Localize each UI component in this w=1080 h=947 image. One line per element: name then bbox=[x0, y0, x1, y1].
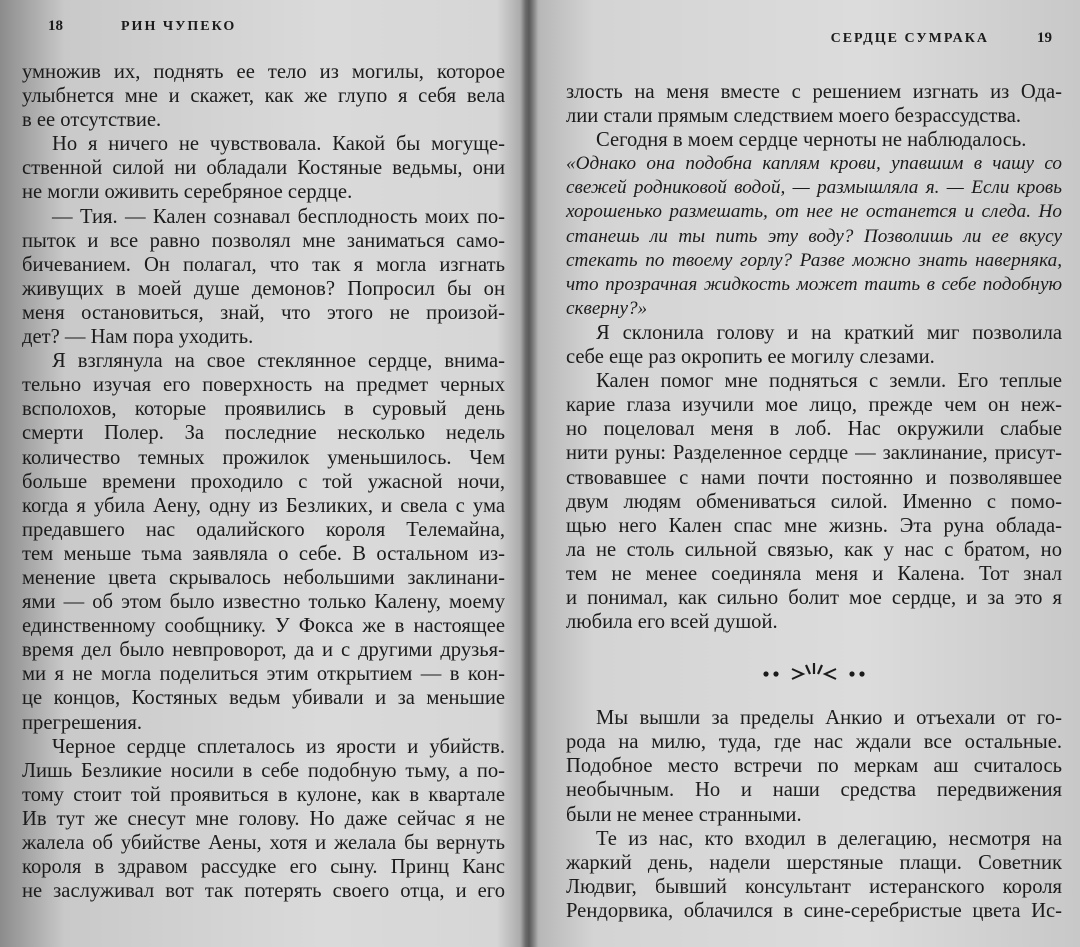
text-line: щью него Кален спас мне жизнь. Эта руна облада- bbox=[566, 514, 1062, 537]
text-line: Людвиг, бывший консультант истеранского короля bbox=[566, 875, 1062, 898]
right-page-number: 19 bbox=[1037, 30, 1052, 46]
text-line: умножив их, поднять ее тело из могилы, которое bbox=[22, 61, 505, 83]
text-line: больше времени проходило с той ужасной ночи, bbox=[22, 470, 505, 493]
text-line: ями — об этом было известно только Калену, моему bbox=[22, 591, 505, 614]
text-line: жаркий день, надели шерстяные плащи. Советник bbox=[566, 851, 1062, 874]
text-line: необычным. Но и наши средства передвижения bbox=[566, 779, 1062, 802]
left-page-number: 18 bbox=[48, 18, 63, 34]
text-line: Ив тут же снесут мне голову. Но даже сейчас я не bbox=[22, 807, 505, 830]
text-line: количество темных прожилок уменьшилось. Чем bbox=[22, 446, 505, 469]
text-line: ми я не могла поделиться этим открытием — в кон- bbox=[22, 663, 505, 686]
text-line: ствовавшее с нами почти постоянно и позволявшее bbox=[566, 466, 1062, 489]
text-line: Но я ничего не чувствовала. Какой бы могуще- bbox=[52, 133, 505, 156]
text-line: в ее отсутствие. bbox=[22, 109, 162, 132]
text-line: хорошенько размешать, от нее не останется и следа. Но bbox=[566, 201, 1062, 223]
text-line: короля в здравом рассудке его сыну. Принц Канс bbox=[22, 856, 505, 879]
text-line: Сегодня в моем сердце черноты не наблюдалось. bbox=[596, 129, 1027, 152]
text-line: любила его всей душой. bbox=[566, 611, 778, 634]
text-line: Черное сердце сплеталось из ярости и убийств. bbox=[52, 735, 505, 758]
text-line: что прозрачная жидкость может таить в себе подобную bbox=[566, 273, 1062, 295]
text-line: це концов, Костяных ведьм убивали и за меньшие bbox=[22, 687, 505, 710]
text-line: жалела об убийстве Аены, хотя и желала бы вернуть bbox=[22, 832, 505, 854]
text-line: менение цвета скрывалось небольшими заклинани- bbox=[22, 566, 505, 589]
text-line: рода на милю, туда, где нас ждали все остальные. bbox=[566, 731, 1062, 754]
text-line: и понимал, как сильно болит мое сердце, и за это я bbox=[566, 586, 1062, 609]
text-line: тому стоит той проявиться в кулоне, как в квартале bbox=[22, 783, 505, 806]
left-page bbox=[0, 0, 525, 947]
text-line: были не менее странными. bbox=[566, 803, 802, 826]
text-line: смерти Полер. За последние несколько недель bbox=[22, 422, 505, 445]
right-page bbox=[532, 0, 1080, 947]
text-line: меня остановиться, знай, что этого не произой- bbox=[22, 301, 505, 324]
text-line: но поцеловал меня в лоб. Нас окружили слабые bbox=[566, 418, 1062, 441]
text-line: двум людям обмениваться силой. Именно с помо- bbox=[566, 490, 1062, 513]
text-line: когда я убила Аену, одну из Безликих, и свела с ума bbox=[22, 494, 505, 517]
text-line: Я взглянула на свое стеклянное сердце, внима- bbox=[52, 350, 505, 373]
text-line: Подобное место встречи по меркам аш считалось bbox=[566, 755, 1062, 778]
section-break-ornament-icon bbox=[759, 661, 869, 683]
text-line: прегрешения. bbox=[22, 711, 143, 734]
text-line: улыбнется мне и скажет, как же глупо я себя вела bbox=[22, 85, 505, 108]
text-line: «Однако она подобна каплям крови, упавшим в чашу со bbox=[566, 153, 1062, 175]
text-line: Рендорвика, облачился в сине-серебристые цвета Ис- bbox=[566, 899, 1062, 922]
text-line: злость на меня вместе с решением изгнать из Ода- bbox=[566, 81, 1062, 103]
text-line: скверну?» bbox=[566, 297, 648, 319]
left-page-text bbox=[22, 60, 505, 903]
book-title: СЕРДЦЕ СУМРАКА bbox=[830, 31, 989, 46]
text-line: ственной силой ни обладали Костяные ведьмы, они bbox=[22, 157, 505, 180]
author-name: РИН ЧУПЕКО bbox=[121, 19, 237, 34]
text-line: всполохов, которые проявились в суровый день bbox=[22, 398, 505, 421]
text-line: Те из нас, кто входил в делегацию, несмотря на bbox=[596, 827, 1062, 850]
text-line: тем не менее соединяла меня и Калена. Тот знал bbox=[566, 562, 1062, 585]
text-line: дет? — Нам пора уходить. bbox=[22, 326, 254, 349]
text-line: Лишь Безликие носили в себе подобную тьму, а по- bbox=[22, 759, 505, 782]
text-line: свежей родниковой водой, — размышляла я. — Если кровь bbox=[566, 177, 1062, 199]
text-line: — Тия. — Кален сознавал бесплодность моих по- bbox=[52, 205, 505, 228]
text-line: ла не столь сильной связью, как у нас с братом, но bbox=[566, 538, 1062, 561]
text-line: Мы вышли за пределы Анкио и отъехали от го- bbox=[596, 707, 1062, 730]
text-line: себе еще раз окропить ее могилу слезами. bbox=[566, 346, 935, 369]
right-page-text bbox=[566, 80, 1062, 923]
text-line: не заслуживал вот так потерять своего отца, и его bbox=[22, 880, 505, 903]
text-line: тельно изучая его поверхность на предмет черных bbox=[22, 374, 505, 397]
text-line: живущих в моей душе демонов? Попросил бы он bbox=[22, 277, 505, 300]
text-line: лии стали прямым следствием моего безрассудства. bbox=[566, 105, 1022, 128]
text-line: станешь ли ты пить эту воду? Позволишь ли ее вкусу bbox=[566, 225, 1062, 247]
section-break bbox=[566, 640, 1062, 704]
text-line: единственному сообщнику. У Фокса же в настоящее bbox=[22, 615, 505, 638]
text-line: не могли оживить серебряное сердце. bbox=[22, 181, 353, 204]
right-running-head bbox=[566, 30, 1062, 60]
text-line: предавшего нас одалийского короля Телемайна, bbox=[22, 518, 505, 541]
text-line: Кален помог мне подняться с земли. Его теплые bbox=[596, 370, 1062, 393]
text-line: тем меньше тьма заявляла о себе. В остальном из- bbox=[22, 542, 505, 565]
text-line: бичеванием. Он полагал, что так я могла изгнать bbox=[22, 253, 505, 276]
text-line: карие глаза изучили мое лицо, прежде чем он неж- bbox=[566, 394, 1062, 417]
left-running-head bbox=[22, 18, 505, 48]
text-line: пыток и все равно позволял мне заниматься само- bbox=[22, 229, 505, 252]
text-line: Я склонила голову и на краткий миг позволила bbox=[596, 321, 1062, 344]
text-line: нити руны: Разделенное сердце — заклинание, присут- bbox=[566, 442, 1062, 465]
text-line: стекать по твоему горлу? Разве можно знать наверняка, bbox=[566, 249, 1062, 271]
text-line: время дел было невпроворот, да и с другими друзья- bbox=[22, 639, 505, 662]
